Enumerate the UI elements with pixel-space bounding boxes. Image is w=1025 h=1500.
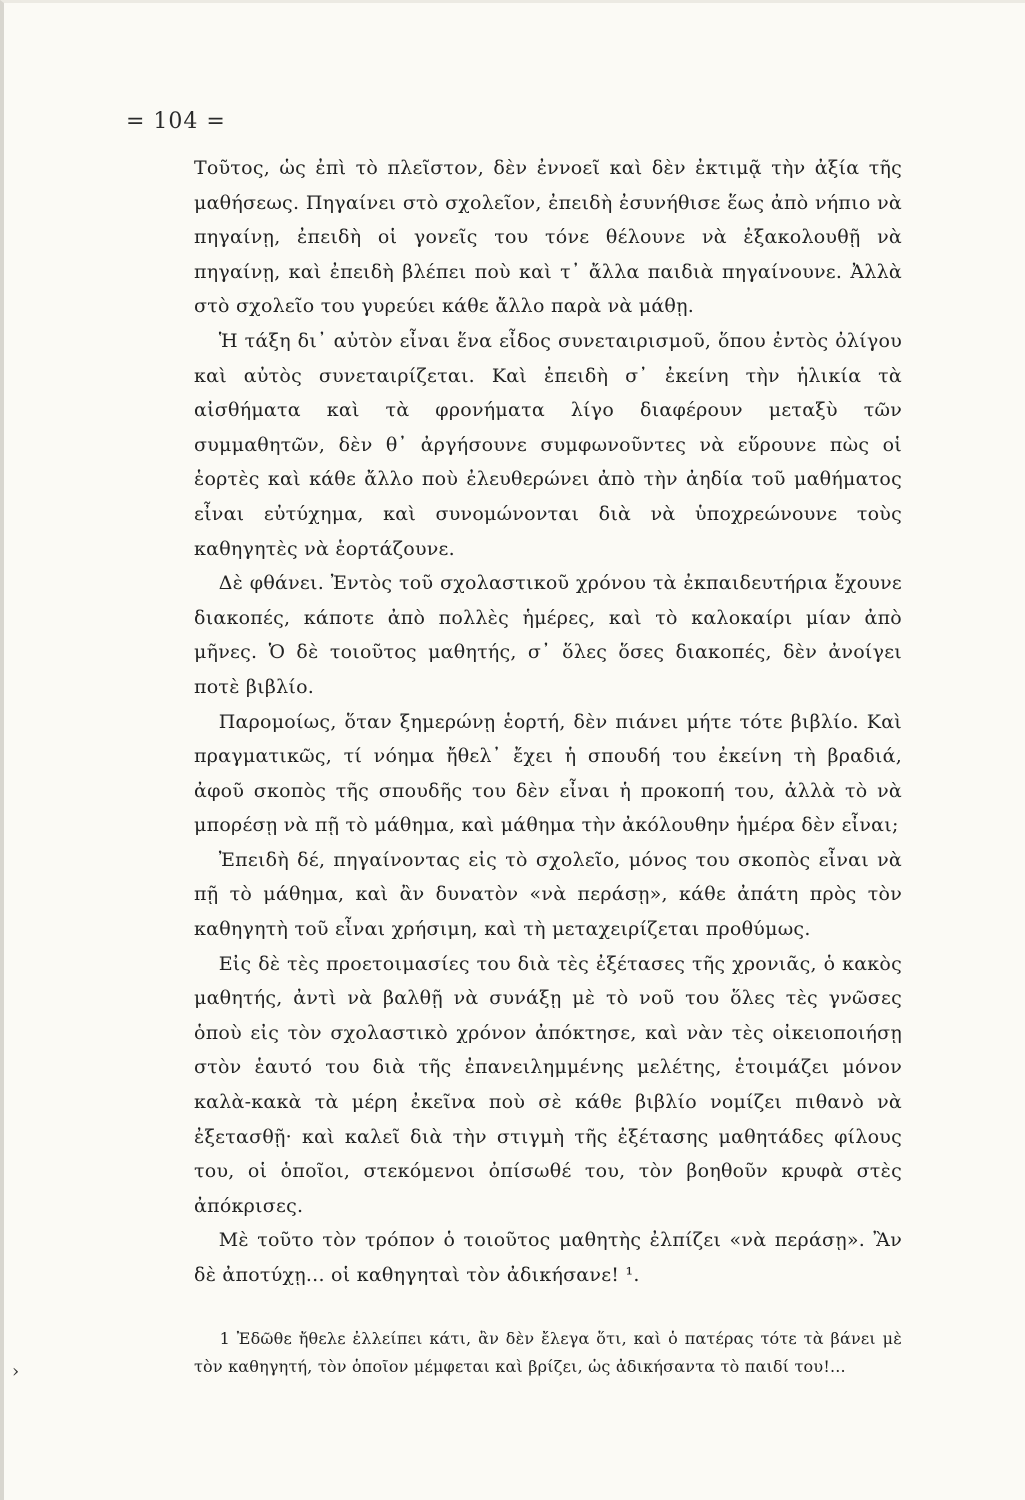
footnote-text: 1 Ἐδῶθε ἤθελε ἐλλείπει κάτι, ἂν δὲν ἔλεγα ὅτι, καὶ ὁ πατέρας τότε τὰ βάνει μὲ τὸν καθηγητή, τὸν ὁποῖον μέμφεται καὶ βρίζει, ὡς ἀδικήσαντα τὸ παιδί του!...	[194, 1329, 902, 1376]
paragraph-5: Ἐπειδὴ δέ, πηγαίνοντας εἰς τὸ σχολεῖο, μόνος του σκοπὸς εἶναι νὰ πῇ τὸ μάθημα, καὶ ἂν δυνατὸν «νὰ περάσῃ», κάθε ἀπάτη πρὸς τὸν καθηγητὴ τοῦ εἶναι χρήσιμη, καὶ τὴ μεταχειρίζεται προθύμως.	[194, 848, 902, 941]
page-number: = 104 =	[126, 109, 226, 134]
body-text	[194, 151, 902, 1293]
margin-mark: ›	[12, 1361, 20, 1382]
footnote	[194, 1325, 902, 1381]
paragraph-3: Δὲ φθάνει. Ἐντὸς τοῦ σχολαστικοῦ χρόνου τὰ ἐκπαιδευτήρια ἔχουνε διακοπές, κάποτε ἀπὸ πολλὲς ἡμέρες, καὶ τὸ καλοκαίρι μίαν ἀπὸ μῆνες. Ὁ δὲ τοιοῦτος μαθητής, σ᾽ ὅλες ὅσες διακοπές, δὲν ἀνοίγει ποτὲ βιβλίο.	[194, 572, 902, 698]
paragraph-7: Μὲ τοῦτο τὸν τρόπον ὁ τοιοῦτος μαθητὴς ἐλπίζει «νὰ περάσῃ». Ἂν δὲ ἀποτύχῃ... οἱ καθηγηταὶ τὸν ἀδικήσανε! ¹.	[194, 1229, 902, 1286]
paragraph-1: Τοῦτος, ὡς ἐπὶ τὸ πλεῖστον, δὲν ἐννοεῖ καὶ δὲν ἐκτιμᾷ τὴν ἀξία τῆς μαθήσεως. Πηγαίνει στὸ σχολεῖον, ἐπειδὴ ἐσυνήθισε ἕως ἀπὸ νήπιο νὰ πηγαίνῃ, ἐπειδὴ οἱ γονεῖς του τόνε θέλουνε νὰ ἐξακολουθῇ νὰ πηγαίνῃ, καὶ ἐπειδὴ βλέπει ποὺ καὶ τ᾽ ἄλλα παιδιὰ πηγαίνουνε. Ἀλλὰ στὸ σχολεῖο του γυρεύει κάθε ἄλλο παρὰ νὰ μάθῃ.	[194, 157, 902, 318]
paragraph-6: Εἰς δὲ τὲς προετοιμασίες του διὰ τὲς ἐξέτασες τῆς χρονιᾶς, ὁ κακὸς μαθητής, ἀντὶ νὰ βαλθῇ νὰ συνάξῃ μὲ τὸ νοῦ του ὅλες τὲς γνῶσες ὁποὺ εἰς τὸν σχολαστικὸ χρόνον ἀπόκτησε, καὶ νὰν τὲς οἰκειοποιήσῃ στὸν ἑαυτό του διὰ τῆς ἐπανειλημμένης μελέτης, ἑτοιμάζει μόνον καλὰ-κακὰ τὰ μέρη ἐκεῖνα ποὺ σὲ κάθε βιβλίο νομίζει πιθανὸ νὰ ἐξετασθῇ· καὶ καλεῖ διὰ τὴν στιγμὴ τῆς ἐξέτασης μαθητάδες φίλους του, οἱ ὁποῖοι, στεκόμενοι ὀπίσωθέ του, τὸν βοηθοῦν κρυφὰ στὲς ἀπόκρισες.	[194, 952, 902, 1217]
paragraph-2: Ἡ τάξη δι᾽ αὐτὸν εἶναι ἕνα εἶδος συνεταιρισμοῦ, ὅπου ἐντὸς ὀλίγου καὶ αὐτὸς συνεταιρίζεται. Καὶ ἐπειδὴ σ᾽ ἐκείνη τὴν ἡλικία τὰ αἰσθήματα καὶ τὰ φρονήματα λίγο διαφέρουν μεταξὺ τῶν συμμαθητῶν, δὲν θ᾽ ἀργήσουνε συμφωνοῦντες νὰ εὕρουνε πὼς οἱ ἑορτὲς καὶ κάθε ἄλλο ποὺ ἐλευθερώνει ἀπὸ τὴν ἀηδία τοῦ μαθήματος εἶναι εὐτύχημα, καὶ συνομώνονται διὰ νὰ ὑποχρεώνουνε τοὺς καθηγητὲς νὰ ἑορτάζουνε.	[194, 329, 902, 560]
paragraph-4: Παρομοίως, ὅταν ξημερώνῃ ἑορτή, δὲν πιάνει μήτε τότε βιβλίο. Καὶ πραγματικῶς, τί νόημα ἤθελ᾽ ἔχει ἡ σπουδή του ἐκείνη τὴ βραδιά, ἀφοῦ σκοπὸς τῆς σπουδῆς του δὲν εἶναι ἡ προκοπή του, ἀλλὰ τὸ νὰ μπορέσῃ νὰ πῇ τὸ μάθημα, καὶ μάθημα τὴν ἀκόλουθην ἡμέρα δὲν εἶναι;	[194, 710, 902, 837]
